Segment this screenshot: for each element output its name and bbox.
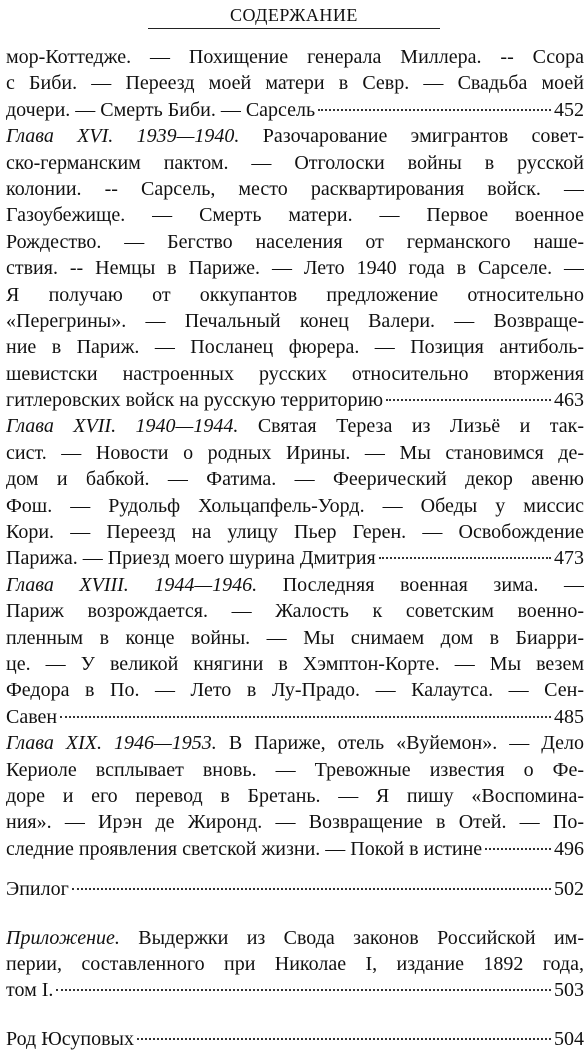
toc-entry-last-line bbox=[6, 545, 584, 571]
toc-entry-last-line bbox=[6, 704, 584, 730]
dot-leader bbox=[386, 399, 551, 401]
toc-entry-chapter-xix bbox=[6, 730, 584, 862]
toc-line: перии, составленного при Николае I, издание 1892 года, bbox=[6, 952, 584, 975]
spacer bbox=[6, 903, 584, 925]
toc-entry-epilogue bbox=[6, 876, 584, 902]
page-number: 485 bbox=[554, 705, 584, 728]
toc-line: Кори. — Переезд на улицу Пьер Герен. — Освобождение bbox=[6, 521, 584, 544]
toc-entry-last-line bbox=[6, 876, 584, 902]
toc-line: с Биби. — Переезд моей матери в Севр. — Свадьба моей bbox=[6, 72, 584, 95]
toc-entry-last-line bbox=[6, 387, 584, 413]
toc-line: сист. — Новости о родных Ирины. — Мы становимся де- bbox=[6, 441, 584, 464]
page-title: СОДЕРЖАНИЕ bbox=[230, 5, 358, 25]
dot-leader bbox=[318, 109, 551, 111]
toc-line: Федора в По. — Лето в Лу-Прадо. — Калаутса. — Сен- bbox=[6, 679, 584, 702]
table-of-contents bbox=[6, 44, 584, 1052]
page-number: 503 bbox=[554, 979, 584, 1002]
toc-entry-last-line bbox=[6, 97, 584, 123]
spacer bbox=[6, 1004, 584, 1026]
toc-line: шевистски настроенных русских относительно вторжения bbox=[6, 362, 584, 385]
toc-line: гитлеровских войск на русскую территорию bbox=[6, 389, 384, 412]
toc-line-text: Последняя военная зима. — bbox=[257, 573, 584, 596]
page-number: 496 bbox=[554, 837, 584, 860]
dot-leader bbox=[379, 557, 551, 559]
toc-entry-yusupov-family bbox=[6, 1026, 584, 1052]
toc-line bbox=[6, 925, 584, 951]
toc-line: мор-Коттедже. — Похищение генерала Миллера. -- Ссора bbox=[6, 46, 584, 68]
chapter-label: Глава XIX. 1946—1953. bbox=[6, 732, 217, 755]
toc-line: ствия. -- Немцы в Париже. — Лето 1940 года в Сарселе. — bbox=[6, 257, 584, 280]
toc-line: Фош. — Рудольф Хольцапфель-Уорд. — Обеды у миссис bbox=[6, 494, 584, 517]
dot-leader bbox=[485, 848, 551, 850]
toc-entry-chapter-xviii bbox=[6, 572, 584, 730]
toc-line-text: Святая Тереза из Лизьё и так- bbox=[238, 415, 584, 438]
page-number: 463 bbox=[554, 389, 584, 412]
toc-line bbox=[6, 413, 584, 439]
toc-entry-last-line bbox=[6, 836, 584, 862]
dot-leader bbox=[56, 989, 551, 991]
toc-line: доре и его перевод в Бретань. — Я пишу «Воспомина- bbox=[6, 784, 584, 807]
chapter-label: Приложение. bbox=[6, 926, 120, 949]
toc-line bbox=[6, 572, 584, 598]
toc-line bbox=[6, 730, 584, 756]
toc-entry bbox=[6, 44, 584, 123]
toc-line-text: В Париже, отель «Вуйемон». — Дело bbox=[216, 732, 584, 755]
toc-line: це. — У великой княгини в Хэмптон-Корте. — Мы везем bbox=[6, 652, 584, 675]
toc-entry-last-line bbox=[6, 1026, 584, 1052]
chapter-label: Глава XVII. 1940—1944. bbox=[6, 415, 239, 438]
toc-line: ния». — Ирэн де Жиронд. — Возвращение в Отей. — По- bbox=[6, 811, 584, 834]
toc-line: Кериоле всплывает вновь. — Тревожные известия о Фе- bbox=[6, 758, 584, 781]
toc-line: Эпилог bbox=[6, 878, 69, 901]
toc-line: Газоубежище. — Смерть матери. — Первое военное bbox=[6, 204, 584, 227]
page-number: 504 bbox=[554, 1027, 584, 1050]
toc-line: колонии. -- Сарсель, место расквартирования войск. — bbox=[6, 177, 584, 200]
toc-line-text: Выдержки из Свода законов Российской им- bbox=[119, 926, 584, 949]
page-number: 473 bbox=[554, 547, 584, 570]
page-number: 452 bbox=[554, 98, 584, 121]
toc-line: пленным в конце войны. — Мы снимаем дом в Биарри- bbox=[6, 626, 584, 649]
toc-entry-chapter-xvi bbox=[6, 123, 584, 413]
toc-line: том I. bbox=[6, 979, 54, 1002]
toc-line-text: Разочарование эмигрантов совет- bbox=[239, 125, 584, 148]
page-number: 502 bbox=[554, 878, 584, 901]
toc-line: Я получаю от оккупантов предложение относительно bbox=[6, 283, 584, 306]
toc-line: следние проявления светской жизни. — Покой в истине bbox=[6, 837, 483, 860]
dot-leader bbox=[137, 1038, 551, 1040]
spacer bbox=[6, 862, 584, 876]
toc-line: ско-германским пактом. — Отголоски войны в русской bbox=[6, 151, 584, 174]
dot-leader bbox=[72, 888, 551, 890]
toc-line: дочери. — Смерть Биби. — Сарсель bbox=[6, 98, 316, 121]
toc-entry-appendix bbox=[6, 925, 584, 1004]
toc-entry-chapter-xvii bbox=[6, 413, 584, 571]
toc-line: Париж возрождается. — Жалость к советским военно- bbox=[6, 600, 584, 623]
toc-line: Савен bbox=[6, 705, 58, 728]
toc-line: Род Юсуповых bbox=[6, 1027, 134, 1050]
toc-line: ние в Париж. — Посланец фюрера. — Позиция антиболь- bbox=[6, 336, 584, 359]
toc-line: дом и бабкой. — Фатима. — Феерический декор авеню bbox=[6, 468, 584, 491]
chapter-label: Глава XVI. 1939—1940. bbox=[6, 125, 240, 148]
header-rule bbox=[148, 28, 440, 29]
toc-line: Рождество. — Бегство населения от германского наше- bbox=[6, 230, 584, 253]
toc-line: Парижа. — Приезд моего шурина Дмитрия bbox=[6, 547, 376, 570]
toc-line bbox=[6, 123, 584, 149]
chapter-label: Глава XVIII. 1944—1946. bbox=[6, 573, 258, 596]
dot-leader bbox=[60, 716, 551, 718]
toc-line: «Перегрины». — Печальный конец Валери. — Возвраще- bbox=[6, 309, 584, 332]
